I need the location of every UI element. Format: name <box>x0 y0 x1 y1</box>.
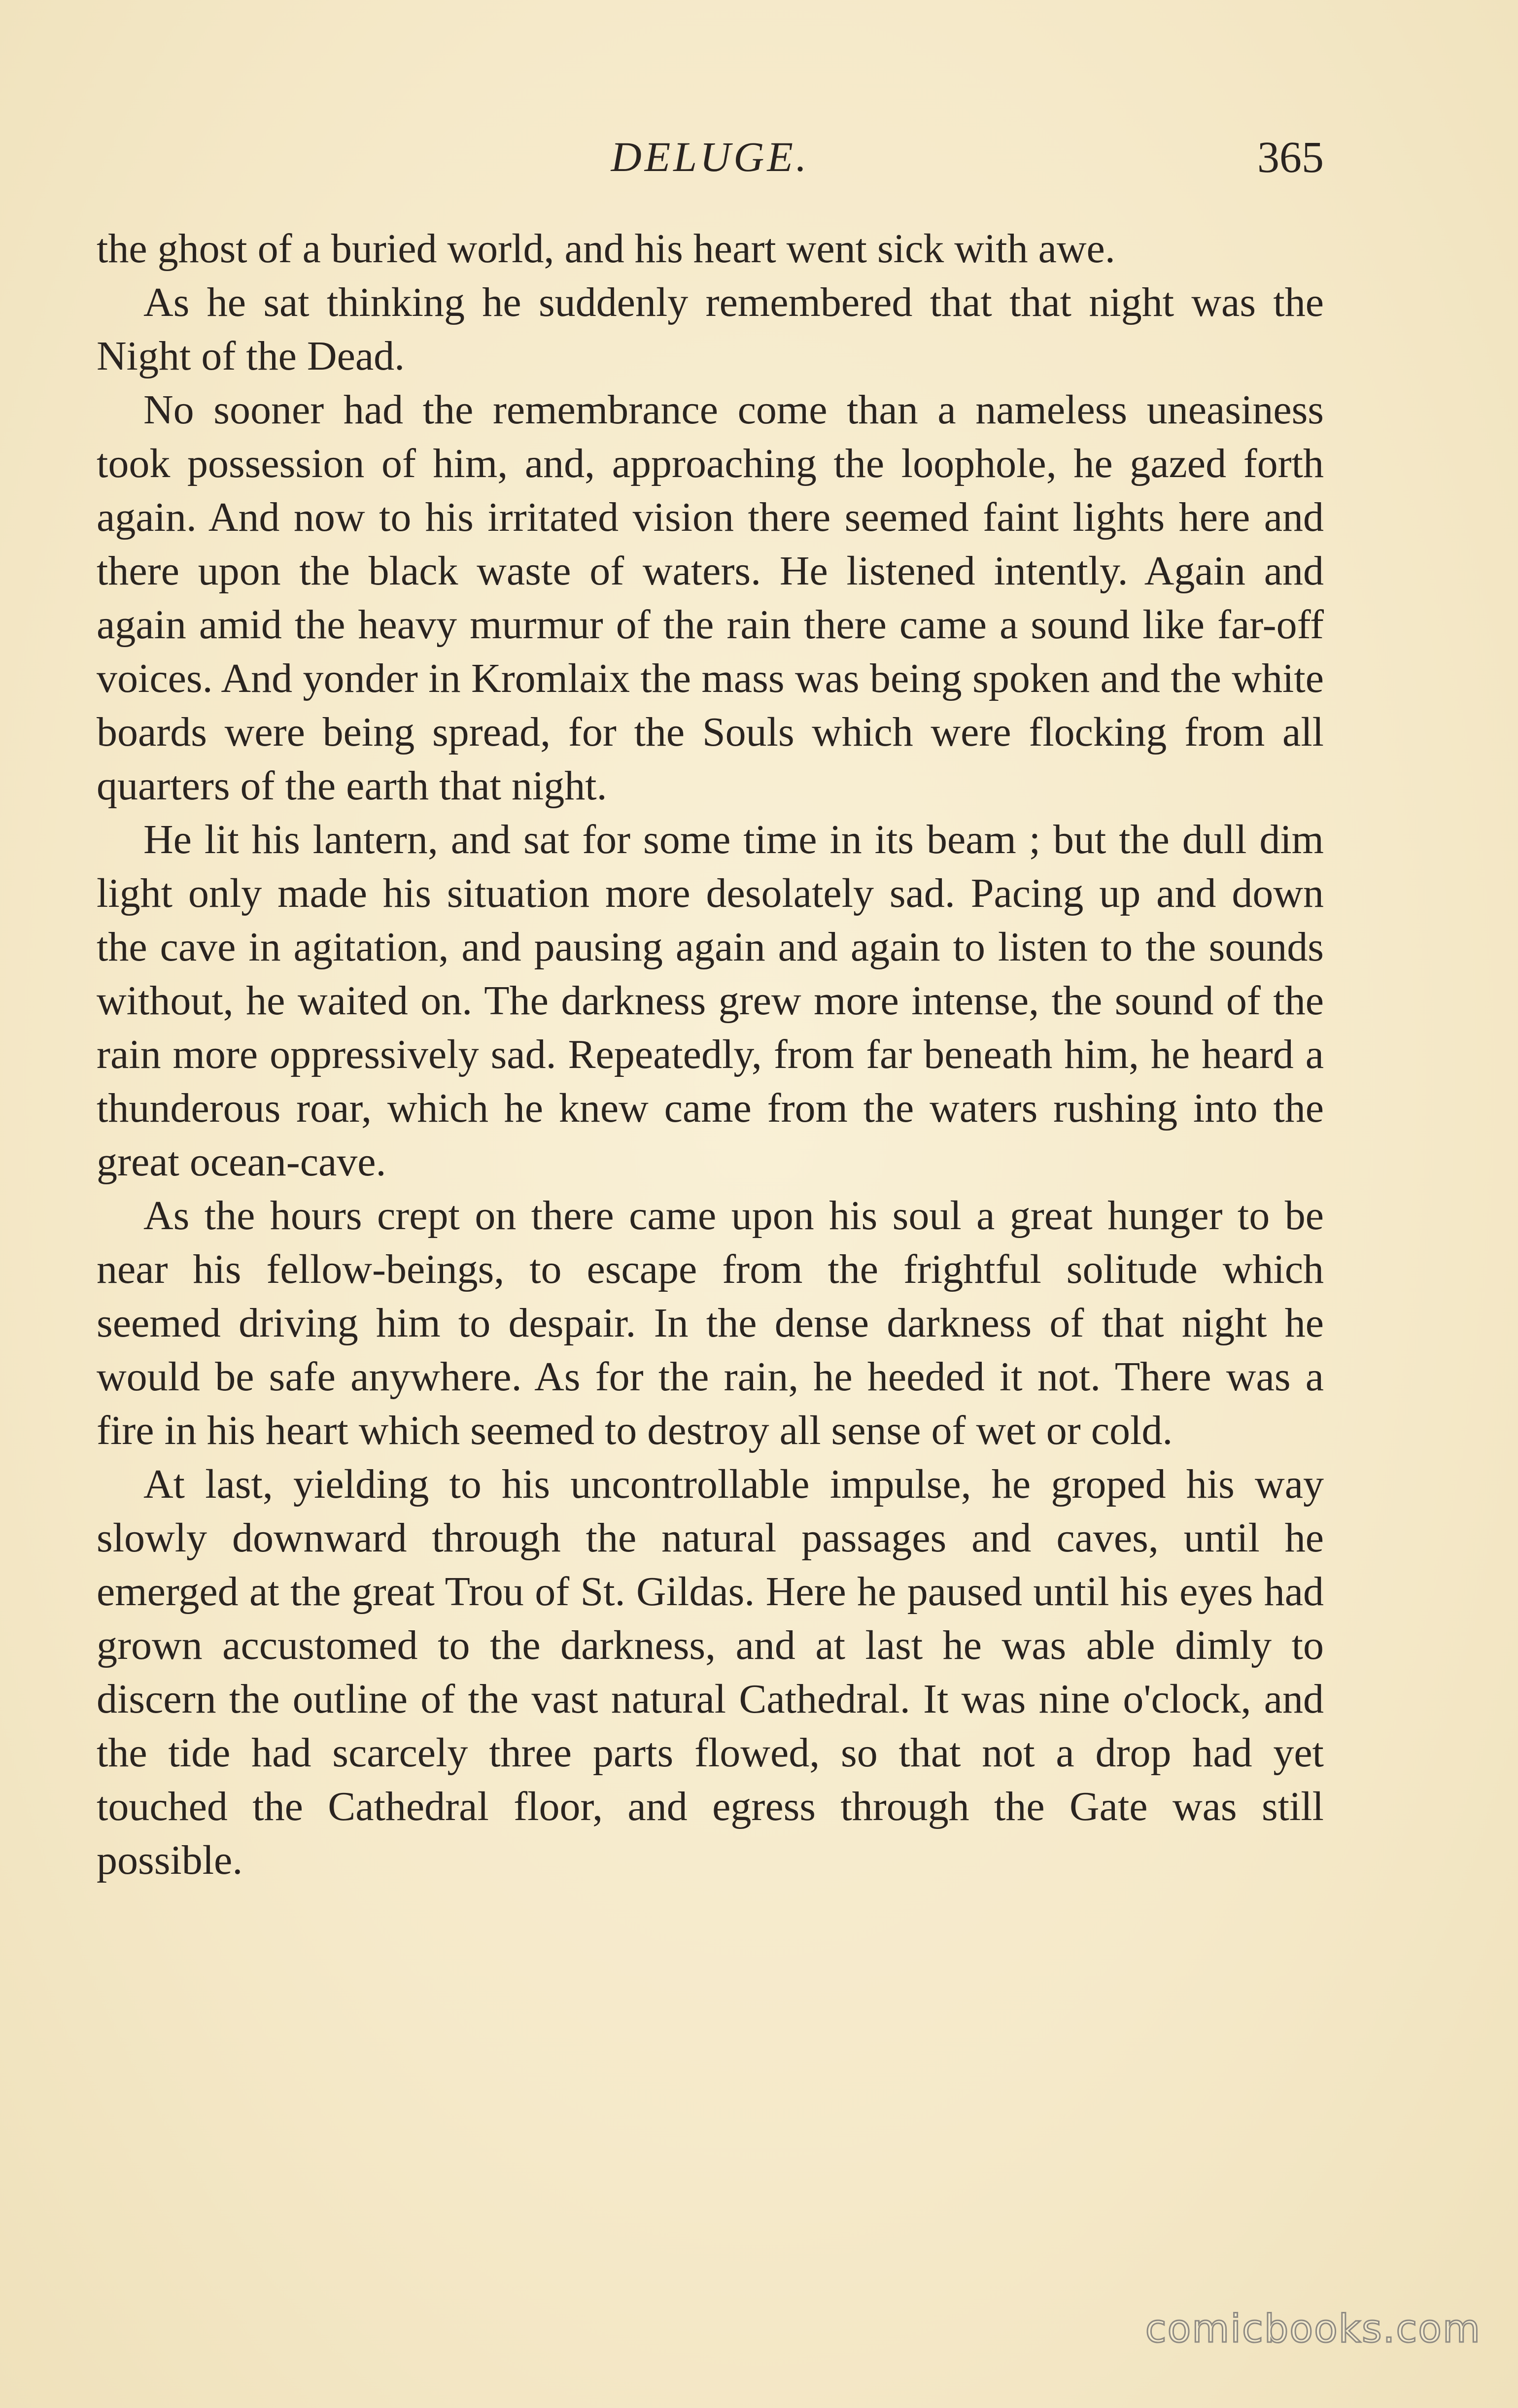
paragraph: the ghost of a buried world, and his heart went sick with awe. <box>97 226 1115 272</box>
page-number: 365 <box>1257 133 1324 182</box>
paragraph: At last, yielding to his uncontrollable impulse, he groped his way slowly downward through the natural passages and caves, until he emerged at the great Trou of St. Gildas. Here he paused until his eyes had grown accustomed to the darkness, and at last he was able dimly to discern the outline of the vast natural Cathedral. It was nine o'clock, and the tide had scarcely three parts flowed, so that not a drop had yet touched the Cathedral floor, and egress through the Gate was still possible. <box>97 1461 1324 1883</box>
paragraph: As the hours crept on there came upon his soul a great hunger to be near his fellow-beings, to escape from the frightful solitude which seemed driving him to despair. In the dense darkness of that night he would be safe anywhere. As for the rain, he heeded it not. There was a fire in his heart which seemed to destroy all sense of wet or cold. <box>97 1193 1324 1453</box>
paragraph: He lit his lantern, and sat for some time in its beam ; but the dull dim light only made his situation more desolately sad. Pacing up and down the cave in agitation, and pausing again and again to listen to the sounds without, he waited on. The darkness grew more intense, the sound of the rain more oppressively sad. Repeatedly, from far beneath him, he heard a thunderous roar, which he knew came from the waters rushing into the great ocean-cave. <box>97 817 1324 1185</box>
body-text <box>97 222 1324 1887</box>
page-header <box>97 132 1324 186</box>
paragraph: As he sat thinking he suddenly remembered that that night was the Night of the Dead. <box>97 279 1324 379</box>
paragraph: No sooner had the remembrance come than a nameless uneasiness took possession of him, and, approaching the loophole, he gazed forth again. And now to his irritated vision there seemed faint lights here and there upon the black waste of waters. He listened intently. Again and again amid the heavy murmur of the rain there came a sound like far-off voices. And yonder in Kromlaix the mass was being spoken and the white boards were being spread, for the Souls which were flocking from all quarters of the earth that night. <box>97 387 1324 809</box>
watermark: comicbooks.com <box>1145 2307 1481 2351</box>
running-head: DELUGE. <box>611 133 810 180</box>
